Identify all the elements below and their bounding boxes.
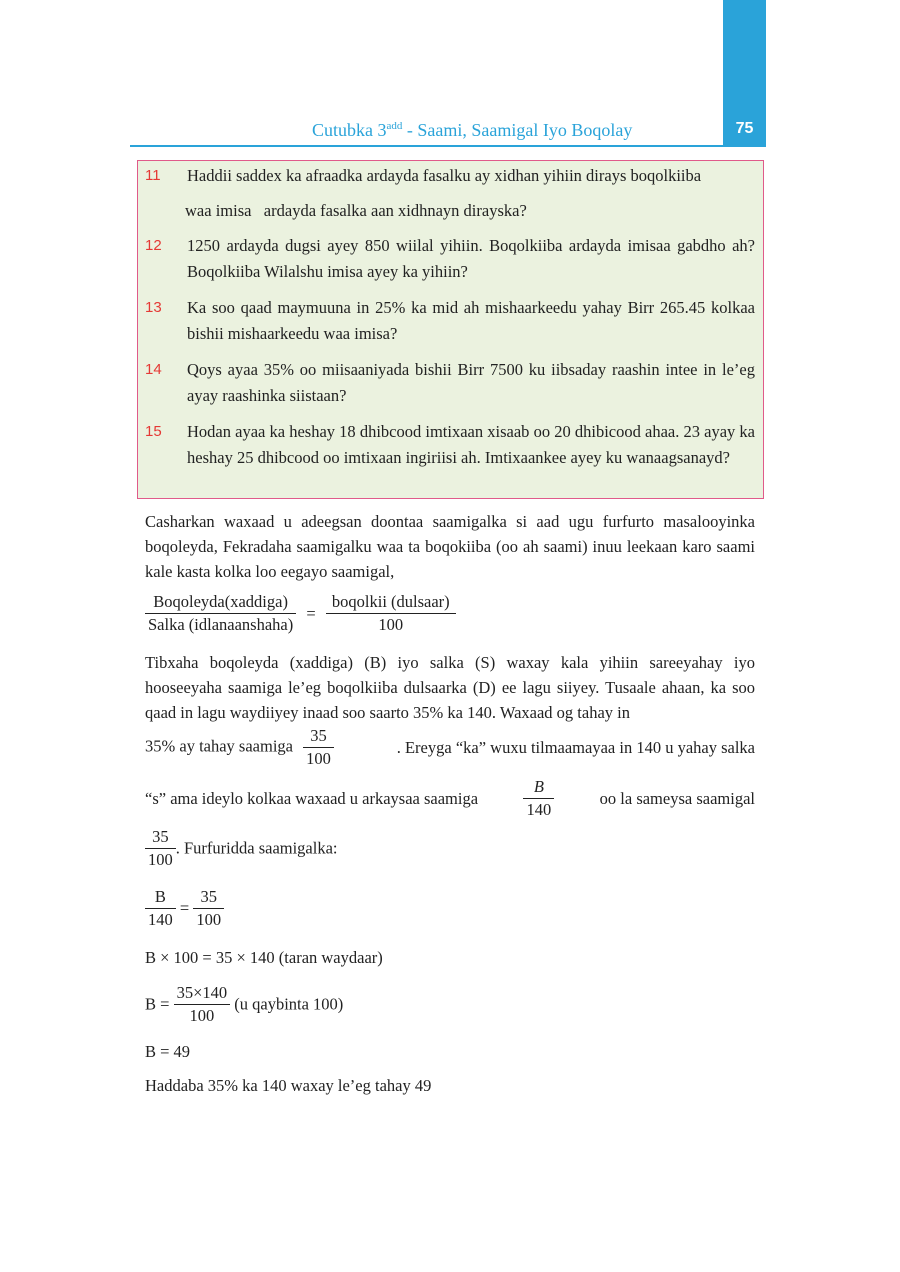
conclusion: Haddaba 35% ka 140 waxay le’eg tahay 49 (145, 1076, 432, 1095)
equation-cross-multiply: B × 100 = 35 × 140 (taran waydaar) (145, 948, 383, 967)
exercise-13 (145, 295, 755, 347)
exercise-text: 1250 ardayda dugsi ayey 850 wiilal yihiin. Boqolkiiba ardayda imisaa gabdho ah? Boqolkiiba Wilalshu imisa ayey ka yihiin? (187, 236, 755, 281)
exercise-text: Haddii saddex ka afraadka ardayda fasalku ay xidhan yihiin dirays boqolkiiba (187, 166, 702, 185)
intro-paragraph: Casharkan waxaad u adeegsan doontaa saamigalka si aad ugu furfurto masalooyinka boqoleyda, Fekradaha saamigalku waa ta boqokiiba (oo ah saami) inuu leekaan karo saami kale kasta kolka loo eegayo saamigal, (145, 512, 755, 581)
formula-right-fraction: $\frac{\text{boqolkii (dulsaar)}}{100}$ (326, 591, 456, 636)
fraction-35-100: $\frac{35}{100}$ (303, 725, 334, 770)
equation-result: B = 49 (145, 1042, 191, 1061)
exercise-text: Qoys ayaa 35% oo miisaaniyada bishii Birr 7500 ku iibsaday raashin intee in le’eg ayay raashinka siistaan? (187, 360, 755, 405)
page-number: 75 (735, 120, 754, 137)
exercise-text-continued: waa imisa ardayda fasalka aan xidhnayn dirayska? (185, 201, 527, 220)
ratio-35-line-2: $\frac{35}{100}$ . Furfuridda saamigalka: (145, 826, 338, 871)
exercise-number: 14 (145, 361, 162, 378)
exercise-15 (145, 419, 755, 471)
exercise-number: 11 (145, 167, 161, 184)
fraction-35-100: $\frac{35}{100}$ (145, 826, 176, 871)
exercise-14 (145, 357, 755, 409)
header-rule (130, 145, 766, 147)
chapter-title: Cutubka $3^{add}$ - Saami, Saamigal Iyo Boqolay (312, 120, 633, 140)
equation-proportion: $\frac{B}{140}$ = $\frac{35}{100}$ (145, 886, 224, 931)
equation-divide: B = $\frac{35\times 140}{100}$ (u qaybinta 100) (145, 983, 344, 1025)
exercise-text: Hodan ayaa ka heshay 18 dhibcood imtixaan xisaab oo 20 dhibicood ahaa. 23 ayay ka heshay 25 dhibcood oo imtixaan ingiriisi ah. Imtixaankee ayey ku wanaagsanayd? (187, 422, 755, 467)
exercise-11 (145, 163, 755, 224)
fraction-b-140: $\frac{B}{140}$ (523, 776, 554, 821)
ratio-b-line: “s” ama ideylo kolkaa waxaad u arkaysaa saamiga $\frac{B}{140}$ oo la sameysa saamigal (145, 777, 755, 819)
exercise-text: Ka soo qaad maymuuna in 25% ka mid ah mishaarkeedu yahay Birr 265.45 kolkaa bishii mishaarkeedu waa imisa? (187, 298, 755, 343)
exercise-number: 13 (145, 299, 162, 316)
exercise-number: 12 (145, 237, 162, 254)
exercise-12 (145, 233, 755, 285)
explanation-paragraph: Tibxaha boqoleyda (xaddiga) (B) iyo salka (S) waxay kala yihiin sareeyahay iyo hooseeyaha saamiga le’eg boqolkiiba dulsaarka (D) ee lagu siiyey. Tusaale ahaan, ka soo qaad in lagu waydiiyey inaad soo saarto 35% ka 140. Waxaad og tahay in (145, 653, 755, 722)
formula-left-fraction: $\frac{\text{Boqoleyda(xaddiga)}}{\text{Salka (idlanaanshaha)}}$ (145, 591, 296, 636)
exercise-number: 15 (145, 423, 162, 440)
ratio-35-line: 35% ay tahay saamiga $\frac{35}{100}$ . Ereyga “ka” wuxu tilmaamayaa in 140 u yahay salka (145, 726, 755, 768)
percent-formula: $\frac{\text{Boqoleyda(xaddiga)}}{\text{Salka (idlanaanshaha)}}$ = $\frac{\text{boqolkii (dulsaar)}}{100}$ (145, 591, 456, 636)
